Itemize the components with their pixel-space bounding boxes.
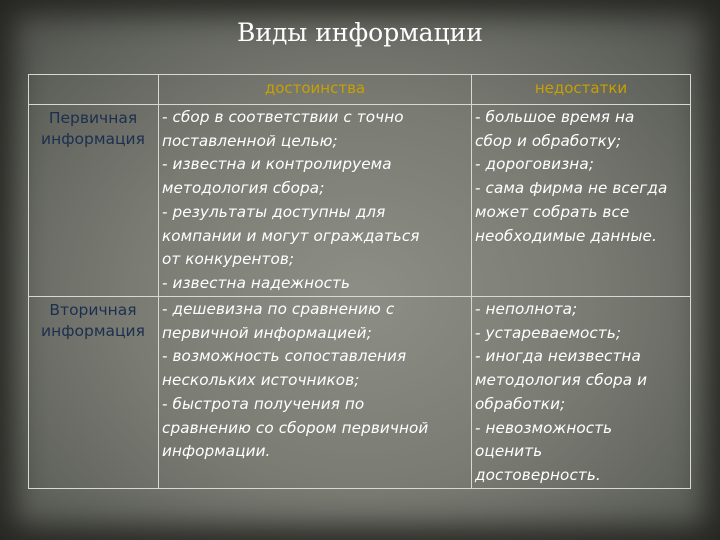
table-border-top <box>28 74 691 75</box>
table-border-bottom <box>28 488 691 489</box>
row-divider <box>28 296 691 297</box>
header-disadvantages: недостатки <box>534 79 628 97</box>
row-label-line1: Первичная <box>48 109 138 127</box>
primary-disadvantages: - большое время на сбор и обработку; - дороговизна; - сама фирма не всегда может собрать все необходимые данные. <box>475 108 668 245</box>
header-advantages: достоинства <box>264 79 366 97</box>
comparison-table <box>28 74 691 489</box>
header-divider <box>28 104 691 105</box>
row-label-secondary <box>28 300 158 342</box>
row-label-line2: информация <box>41 322 145 340</box>
row-label-line2: информация <box>41 130 145 148</box>
column-divider-1 <box>158 74 159 489</box>
row-label-primary <box>28 108 158 150</box>
slide-title: Виды информации <box>237 18 483 47</box>
secondary-disadvantages: - неполнота; - устареваемость; - иногда неизвестна методология сбора и обработки; - невозможность оценить достоверность. <box>475 300 648 484</box>
column-divider-2 <box>471 74 472 489</box>
primary-advantages: - сбор в соответствии с точно поставленной целью; - известна и контролируема методология сбора; - результаты доступны для компании и могут ограждаться от конкурентов; - известна надежность <box>162 108 420 292</box>
table-border-right <box>690 74 691 489</box>
row-label-line1: Вторичная <box>49 301 137 319</box>
secondary-advantages: - дешевизна по сравнению с первичной информацией; - возможность сопоставления нескольких источников; - быстрота получения по сравнению со сбором первичной информации. <box>162 300 429 461</box>
